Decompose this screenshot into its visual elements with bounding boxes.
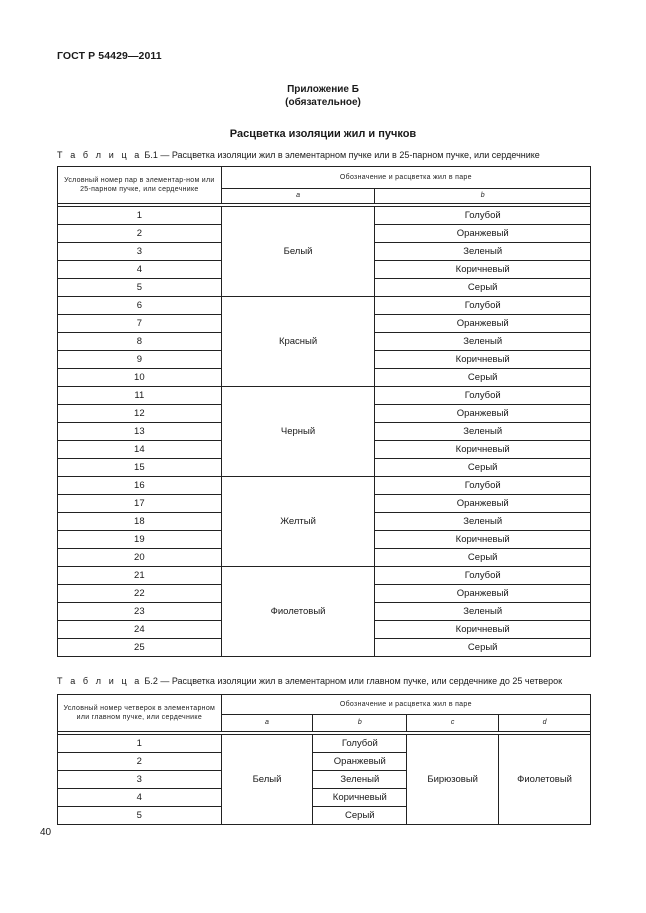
- color-b-cell: Голубой: [313, 735, 407, 753]
- table1-group-header: Обозначение и расцветка жил в паре: [221, 167, 590, 189]
- color-b-cell: Зеленый: [375, 333, 591, 351]
- table2-caption-prefix: Т а б л и ц а: [57, 676, 142, 686]
- color-a-cell: Желтый: [221, 477, 375, 567]
- page-number: 40: [40, 827, 52, 838]
- table2-caption-text: Б.2 — Расцветка изоляции жил в элементарном или главном пучке, или сердечнике до 25 четверок: [144, 676, 563, 686]
- color-b-cell: Оранжевый: [375, 225, 591, 243]
- pair-number-cell: 15: [58, 459, 222, 477]
- table2-subheader-d: d: [499, 714, 591, 731]
- pair-number-cell: 2: [58, 225, 222, 243]
- table1: [57, 166, 591, 657]
- pair-number-cell: 9: [58, 351, 222, 369]
- table2-subheader-c: c: [407, 714, 499, 731]
- color-b-cell: Серый: [375, 279, 591, 297]
- color-b-cell: Зеленый: [313, 771, 407, 789]
- table-row: [58, 477, 591, 495]
- quad-number-cell: 3: [58, 771, 222, 789]
- table1-caption-text: Б.1 — Расцветка изоляции жил в элементарном пучке или в 25-парном пучке, или сердечнике: [144, 150, 540, 160]
- appendix-title: Приложение Б: [287, 84, 359, 95]
- table-row: [58, 297, 591, 315]
- table1-col-number-header: Условный номер пар в элементар-ном или 25-парном пучке, или сердечнике: [58, 167, 222, 204]
- color-a-cell: Белый: [221, 207, 375, 297]
- quad-number-cell: 2: [58, 753, 222, 771]
- table2-caption: [57, 676, 562, 686]
- pair-number-cell: 4: [58, 261, 222, 279]
- pair-number-cell: 11: [58, 387, 222, 405]
- table-row: [58, 735, 591, 753]
- color-b-cell: Голубой: [375, 567, 591, 585]
- color-b-cell: Оранжевый: [375, 585, 591, 603]
- pair-number-cell: 22: [58, 585, 222, 603]
- pair-number-cell: 14: [58, 441, 222, 459]
- color-d-cell: Фиолетовый: [499, 735, 591, 825]
- color-c-cell: Бирюзовый: [407, 735, 499, 825]
- color-b-cell: Зеленый: [375, 603, 591, 621]
- pair-number-cell: 21: [58, 567, 222, 585]
- color-b-cell: Голубой: [375, 477, 591, 495]
- color-b-cell: Коричневый: [313, 789, 407, 807]
- pair-number-cell: 24: [58, 621, 222, 639]
- pair-number-cell: 13: [58, 423, 222, 441]
- color-b-cell: Коричневый: [375, 441, 591, 459]
- table2-col-number-header: Условный номер четверок в элементарном или главном пучке, или сердечнике: [58, 695, 222, 732]
- pair-number-cell: 18: [58, 513, 222, 531]
- color-b-cell: Голубой: [375, 297, 591, 315]
- pair-number-cell: 8: [58, 333, 222, 351]
- color-b-cell: Коричневый: [375, 351, 591, 369]
- table2: [57, 694, 591, 825]
- pair-number-cell: 5: [58, 279, 222, 297]
- pair-number-cell: 17: [58, 495, 222, 513]
- table-row: [58, 207, 591, 225]
- color-b-cell: Оранжевый: [375, 495, 591, 513]
- color-b-cell: Серый: [375, 549, 591, 567]
- color-b-cell: Коричневый: [375, 621, 591, 639]
- color-b-cell: Серый: [313, 807, 407, 825]
- table2-group-header: Обозначение и расцветка жил в паре: [221, 695, 590, 715]
- color-b-cell: Зеленый: [375, 243, 591, 261]
- pair-number-cell: 10: [58, 369, 222, 387]
- color-a-cell: Черный: [221, 387, 375, 477]
- table1-subheader-b: b: [375, 188, 591, 203]
- color-b-cell: Оранжевый: [375, 405, 591, 423]
- pair-number-cell: 23: [58, 603, 222, 621]
- table-row: [58, 387, 591, 405]
- table2-header-row: [58, 695, 591, 715]
- quad-number-cell: 5: [58, 807, 222, 825]
- pair-number-cell: 7: [58, 315, 222, 333]
- pair-number-cell: 25: [58, 639, 222, 657]
- pair-number-cell: 6: [58, 297, 222, 315]
- color-b-cell: Коричневый: [375, 261, 591, 279]
- quad-number-cell: 1: [58, 735, 222, 753]
- color-b-cell: Серый: [375, 369, 591, 387]
- color-a-cell: Фиолетовый: [221, 567, 375, 657]
- table2-subheader-a: a: [221, 714, 313, 731]
- table-row: [58, 567, 591, 585]
- color-b-cell: Голубой: [375, 387, 591, 405]
- table1-header-row: [58, 167, 591, 189]
- color-b-cell: Коричневый: [375, 531, 591, 549]
- section-title: Расцветка изоляции жил и пучков: [229, 128, 417, 140]
- color-a-cell: Красный: [221, 297, 375, 387]
- table1-caption: [57, 150, 540, 160]
- table2-subheader-b: b: [313, 714, 407, 731]
- pair-number-cell: 19: [58, 531, 222, 549]
- color-b-cell: Зеленый: [375, 513, 591, 531]
- color-a-cell: Белый: [221, 735, 313, 825]
- pair-number-cell: 3: [58, 243, 222, 261]
- color-b-cell: Оранжевый: [375, 315, 591, 333]
- table1-subheader-a: a: [221, 188, 375, 203]
- table1-caption-prefix: Т а б л и ц а: [57, 150, 142, 160]
- color-b-cell: Оранжевый: [313, 753, 407, 771]
- color-b-cell: Голубой: [375, 207, 591, 225]
- color-b-cell: Серый: [375, 639, 591, 657]
- pair-number-cell: 20: [58, 549, 222, 567]
- pair-number-cell: 12: [58, 405, 222, 423]
- color-b-cell: Зеленый: [375, 423, 591, 441]
- document-header: ГОСТ Р 54429—2011: [57, 50, 162, 62]
- color-b-cell: Серый: [375, 459, 591, 477]
- quad-number-cell: 4: [58, 789, 222, 807]
- pair-number-cell: 16: [58, 477, 222, 495]
- pair-number-cell: 1: [58, 207, 222, 225]
- appendix-subtitle: (обязательное): [285, 97, 361, 108]
